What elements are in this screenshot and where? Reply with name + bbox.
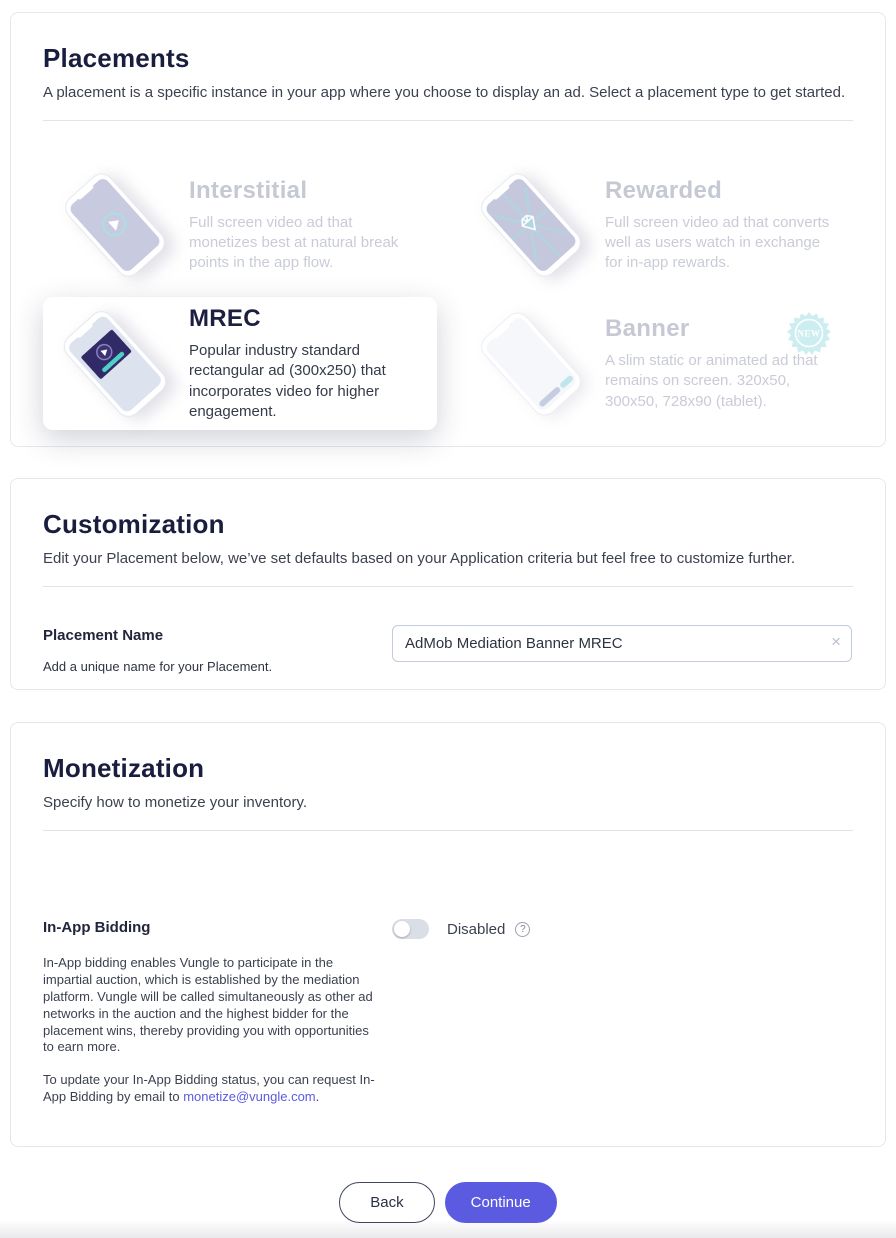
banner-title: Banner <box>605 315 690 343</box>
mrec-title: MREC <box>189 305 261 332</box>
interstitial-title: Interstitial <box>189 176 308 204</box>
rewarded-phone-icon <box>473 167 589 283</box>
in-app-bidding-toggle[interactable] <box>392 919 429 939</box>
placement-name-field-row <box>43 625 853 674</box>
mrec-phone-icon <box>57 306 173 422</box>
rewarded-title: Rewarded <box>605 176 723 204</box>
in-app-bidding-label: In-App Bidding <box>43 919 151 936</box>
footer-actions <box>0 1182 896 1223</box>
in-app-bidding-status: Disabled <box>447 920 506 938</box>
mrec-description: Popular industry standard rectangular ad (300x250) that incorporates video for higher engagement. <box>189 342 386 420</box>
rewarded-description: Full screen video ad that converts well as users watch in exchange for in-app rewards. <box>605 213 830 272</box>
placement-type-banner[interactable] <box>459 297 853 430</box>
placements-subtitle: A placement is a specific instance in your app where you choose to display an ad. Select a placement type to get started. <box>43 84 846 101</box>
monetization-card <box>10 722 886 1147</box>
note-prefix: To update your In-App Bidding status, you can request In-App Bidding by email to <box>43 1072 375 1105</box>
placements-card <box>10 12 886 447</box>
back-button[interactable]: Back <box>339 1182 434 1223</box>
in-app-bidding-row <box>43 919 853 1106</box>
monetization-title: Monetization <box>43 753 205 783</box>
placements-title: Placements <box>43 43 190 73</box>
svg-text:NEW: NEW <box>797 328 821 339</box>
continue-button[interactable]: Continue <box>445 1182 557 1223</box>
note-suffix: . <box>315 1089 320 1105</box>
placement-name-helper: Add a unique name for your Placement. <box>43 659 273 674</box>
section-divider <box>43 830 853 831</box>
customization-subtitle: Edit your Placement below, we’ve set defaults based on your Application criteria but feel free to customize further. <box>43 550 796 567</box>
customization-card <box>10 478 886 690</box>
interstitial-description: Full screen video ad that monetizes best at natural break points in the app flow. <box>189 213 399 272</box>
monetize-email-link[interactable]: monetize@vungle.com <box>183 1089 316 1105</box>
banner-phone-icon <box>473 306 589 422</box>
help-icon[interactable]: ? <box>515 922 530 937</box>
in-app-bidding-description: In-App bidding enables Vungle to participate in the impartial auction, which is established by the mediation platform. Vungle will be called simultaneously as other ad networks in the auction and the highest bidder for the placement wins, thereby providing you with opportunities to earn more. <box>43 955 373 1055</box>
monetization-subtitle: Specify how to monetize your inventory. <box>43 794 308 811</box>
placement-name-input[interactable] <box>392 625 852 662</box>
placement-type-mrec[interactable] <box>43 297 437 430</box>
placement-name-label: Placement Name <box>43 627 164 644</box>
toggle-knob <box>394 921 410 937</box>
placement-type-rewarded[interactable] <box>459 159 853 291</box>
in-app-bidding-note <box>43 1072 379 1106</box>
section-divider <box>43 120 853 121</box>
clear-input-icon[interactable]: × <box>831 632 841 651</box>
banner-description: A slim static or animated ad that remains on screen. 320x50, 300x50, 728x90 (tablet). <box>605 352 818 410</box>
section-divider <box>43 586 853 587</box>
placement-type-interstitial[interactable] <box>43 159 437 291</box>
customization-title: Customization <box>43 509 225 539</box>
interstitial-phone-icon <box>57 167 173 283</box>
new-badge <box>787 311 831 355</box>
placement-type-grid <box>43 159 853 430</box>
